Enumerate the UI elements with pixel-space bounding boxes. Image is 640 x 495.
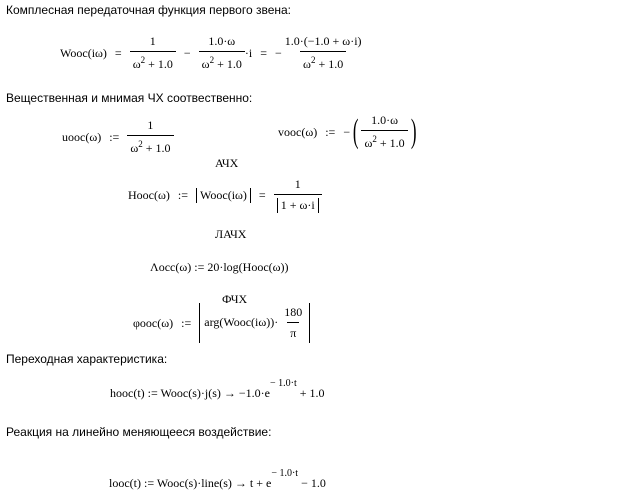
hooc-fraction [274,177,322,213]
phi-lhs: φooc(ω) [133,315,174,330]
uooc-denominator: $\omega^2 + 1.0$ [127,135,173,156]
minus-sign: − [183,45,191,60]
assign-sign: := [181,315,192,330]
vooc-lhs: vooc(ω) [278,124,318,139]
heading-transfer-function: Комплесная передаточная функция первого звена: [6,3,291,17]
label-fch: ФЧХ [222,292,248,306]
equals-sign: = [114,45,122,60]
step-exponent: − 1.0·t [269,378,297,389]
minus-sign-2: − [274,45,282,60]
equals-sign-2: = [260,45,267,60]
ramp-lhs: looc(t) := Wooc(s)·line(s) → t + e [109,476,272,490]
heading-step-response: Переходная характеристика: [6,352,168,366]
equation-phi [133,303,310,343]
fraction-2-numerator: 1.0·ω [208,34,236,48]
equation-uooc [62,118,174,156]
hooc-numerator: 1 [294,177,301,191]
equation-lambda: Λocc(ω) := 20·log(Hooc(ω)) [150,260,289,274]
fraction-1-numerator: 1 [149,34,156,48]
equation-hooc [128,177,322,213]
assign-sign: := [325,124,336,139]
phi-arg: arg(Wooc(iω))· [204,314,279,329]
vooc-numerator: 1.0·ω [371,113,398,127]
label-lach: ЛАЧХ [215,227,247,241]
times-i: ·i [244,45,253,60]
vooc-fraction [361,113,407,151]
uooc-numerator: 1 [147,118,154,132]
abs-phi-expression [199,303,310,343]
assign-sign: := [177,187,188,202]
uooc-fraction [127,118,173,156]
fraction-2-denominator: $\omega^2 + 1.0$ [199,51,245,72]
minus-sign: − [343,124,351,139]
step-tail: + 1.0 [299,386,325,400]
fraction-3 [282,34,365,72]
wooc-lhs: Wooc(iω) [60,45,107,60]
hooc-lhs: Hooc(ω) [128,187,170,202]
phi-numerator: 180 [284,305,303,319]
vooc-denominator: $\omega^2 + 1.0$ [361,130,407,151]
heading-real-imag: Вещественная и мнимая ЧХ соотвественно: [6,91,253,105]
ramp-tail: − 1.0 [301,476,326,490]
fraction-2 [199,34,245,72]
uooc-lhs: uooc(ω) [62,129,102,144]
abs-wooc: Wooc(iω) [196,188,251,203]
fraction-3-denominator: $\omega^2 + 1.0$ [300,51,346,72]
step-lhs: hooc(t) := Wooc(s)·j(s) → −1.0·e [110,386,270,400]
fraction-1-denominator: $\omega^2 + 1.0$ [130,51,176,72]
equation-vooc [278,113,419,151]
assign-sign: := [109,129,120,144]
fraction-1 [130,34,176,72]
heading-ramp-response: Реакция на линейно меняющееся воздействие: [6,425,272,439]
label-ach: АЧХ [215,156,239,170]
equation-wooc [60,34,365,72]
equals-sign: = [258,187,266,202]
left-paren-icon: ( [352,113,359,150]
fraction-3-numerator: 1.0·(−1.0 + ω·i) [284,34,362,48]
ramp-exponent: − 1.0·t [271,468,299,479]
phi-fraction [281,305,305,341]
hooc-denominator: 1 + ω·i [274,194,322,213]
phi-denominator: π [287,322,299,341]
right-paren-icon: ) [410,113,417,150]
